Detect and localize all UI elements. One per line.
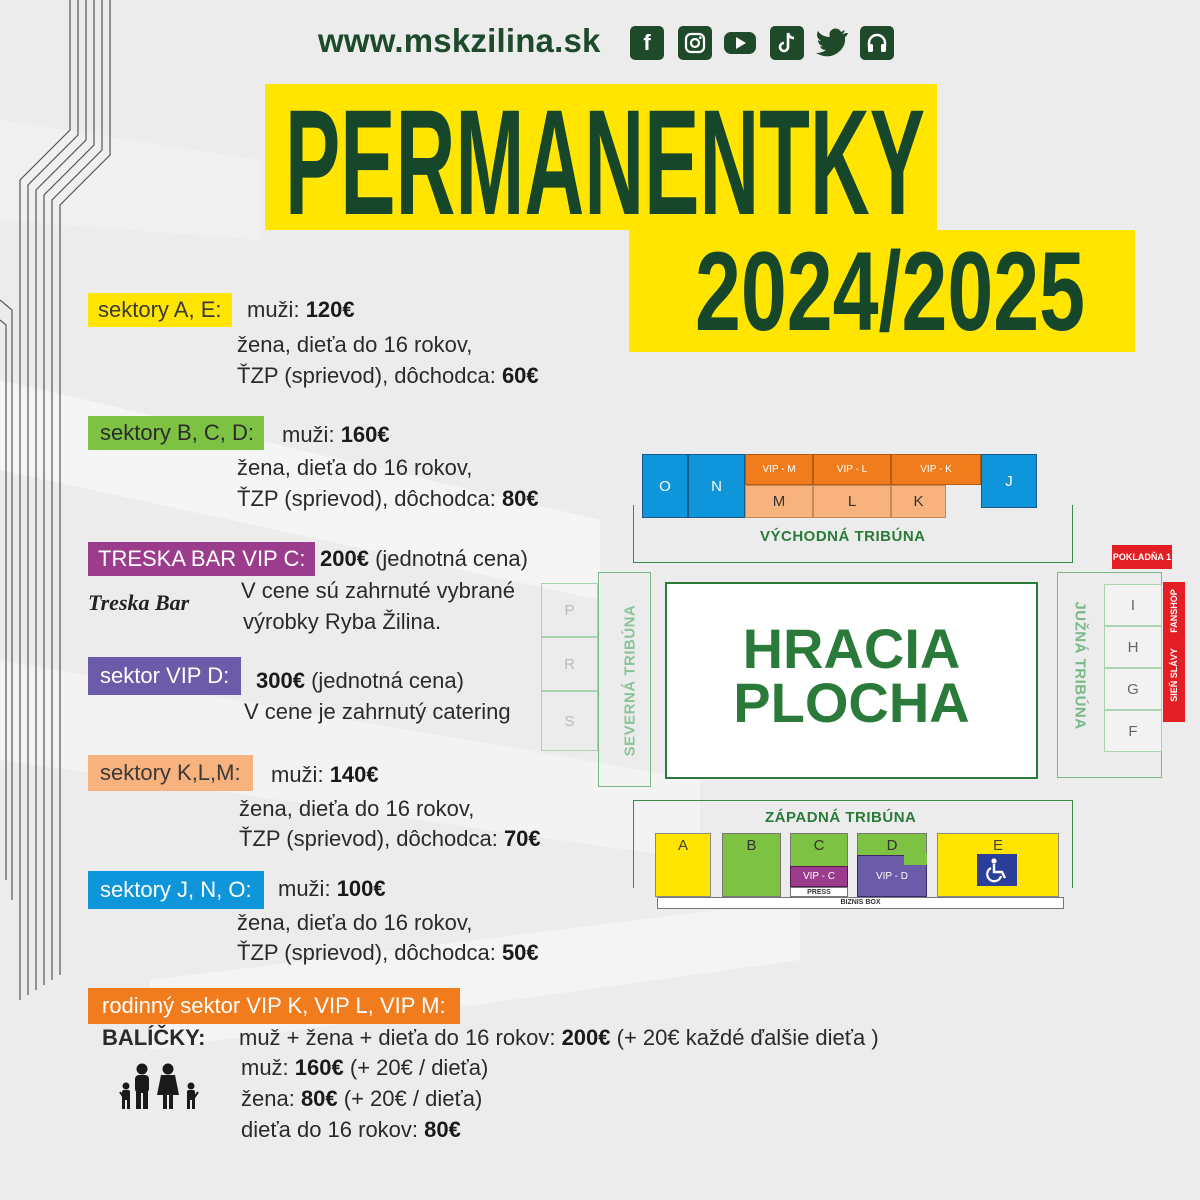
label-sectors-jno: sektory J, N, O: [88,871,264,909]
family-package-1: muž + žena + dieťa do 16 rokov: 200€ (+ 20€ každé ďalšie dieťa ) [239,1025,879,1050]
label-treska-bar: TRESKA BAR VIP C: [88,542,315,576]
sector-d[interactable]: D [857,833,927,897]
svg-text:2024/2025: 2024/2025 [695,229,1085,354]
sector-m[interactable]: M [745,485,813,518]
sector-b[interactable]: B [722,833,781,897]
price-bcd-reduced: ŤZP (sprievod), dôchodca: 80€ [237,486,539,511]
price-ae-reduced: ŤZP (sprievod), dôchodca: 60€ [237,363,539,388]
sector-p[interactable]: P [541,583,598,637]
price-klm-line2: žena, dieťa do 16 rokov, [239,796,475,821]
season-title [690,229,1090,354]
label-sectors-klm: sektory K,L,M: [88,755,253,791]
instagram-icon[interactable] [678,26,712,60]
hall-of-fame-label: SIEŇ SLÁVY [1169,648,1179,702]
treska-bar-logo: Treska Bar [88,590,190,615]
facebook-icon[interactable]: f [630,26,664,60]
price-ae-men: muži: 120€ [247,297,355,322]
field-label: HRACIA PLOCHA [733,617,970,734]
youtube-icon[interactable] [723,26,757,60]
price-bcd-men: muži: 160€ [282,422,390,447]
sector-vip-d[interactable]: VIP - D [857,855,927,897]
press-box: PRESS [790,887,848,897]
sector-a[interactable]: A [655,833,711,897]
sector-vip-m[interactable]: VIP - M [745,454,813,485]
sector-k[interactable]: K [891,485,946,518]
sector-r[interactable]: R [541,637,598,691]
label-sectors-ae: sektory A, E: [88,293,232,327]
sector-j[interactable]: J [981,454,1037,508]
sector-n[interactable]: N [688,454,745,518]
sector-vip-c[interactable]: VIP - C [790,866,848,887]
headphones-icon[interactable] [860,26,894,60]
family-package-2: muž: 160€ (+ 20€ / dieťa) [241,1055,489,1080]
label-vip-d: sektor VIP D: [88,657,241,695]
fanshop-label: FANSHOP [1169,589,1179,633]
page-title [280,78,930,246]
tiktok-icon[interactable] [770,26,804,60]
price-ae-line2: žena, dieťa do 16 rokov, [237,332,473,357]
business-box: BIZNIS BOX [657,897,1064,909]
west-tribune-label: ZÁPADNÁ TRIBÚNA [765,809,917,826]
sector-h[interactable]: H [1104,626,1162,668]
vip-d-line2: V cene je zahrnutý catering [244,699,511,724]
price-jno-line2: žena, dieťa do 16 rokov, [237,910,473,935]
sector-f[interactable]: F [1104,710,1162,752]
treska-line2: V cene sú zahrnuté vybrané [241,578,515,603]
ticket-office-badge: POKLADŇA 1 [1112,545,1172,569]
sector-l[interactable]: L [813,485,891,518]
sector-e[interactable]: E [937,833,1059,897]
sector-o[interactable]: O [642,454,688,518]
sector-g[interactable]: G [1104,668,1162,710]
label-family-sector: rodinný sektor VIP K, VIP L, VIP M: [88,988,460,1024]
family-icon [118,1062,204,1110]
price-klm-reduced: ŤZP (sprievod), dôchodca: 70€ [239,826,541,851]
east-tribune-label: VÝCHODNÁ TRIBÚNA [760,528,926,545]
price-jno-reduced: ŤZP (sprievod), dôchodca: 50€ [237,940,539,965]
price-treska: 200€ (jednotná cena) [320,546,528,571]
price-vip-d: 300€ (jednotná cena) [256,668,464,693]
sector-s[interactable]: S [541,691,598,751]
south-tribune-label: JUŽNÁ TRIBÚNA [1071,601,1089,730]
price-bcd-line2: žena, dieťa do 16 rokov, [237,455,473,480]
sector-i[interactable]: I [1104,584,1162,626]
packages-label: BALÍČKY: [102,1025,206,1050]
website-url[interactable]: www.mskzilina.sk [318,22,601,59]
north-tribune-label: SEVERNÁ TRIBÚNA [621,604,639,757]
price-klm-men: muži: 140€ [271,762,379,787]
svg-text:PERMANENTKY: PERMANENTKY [285,78,925,246]
sector-d-notch [904,853,927,865]
family-package-3: žena: 80€ (+ 20€ / dieťa) [241,1086,483,1111]
twitter-icon[interactable] [815,26,849,60]
sector-vip-k[interactable]: VIP - K [891,454,981,485]
wheelchair-icon [977,854,1017,886]
price-jno-men: muži: 100€ [278,876,386,901]
sector-vip-l[interactable]: VIP - L [813,454,891,485]
treska-line3: výrobky Ryba Žilina. [243,609,442,634]
sector-c[interactable]: C [790,833,848,897]
label-sectors-bcd: sektory B, C, D: [88,416,264,450]
family-package-4: dieťa do 16 rokov: 80€ [241,1117,461,1142]
